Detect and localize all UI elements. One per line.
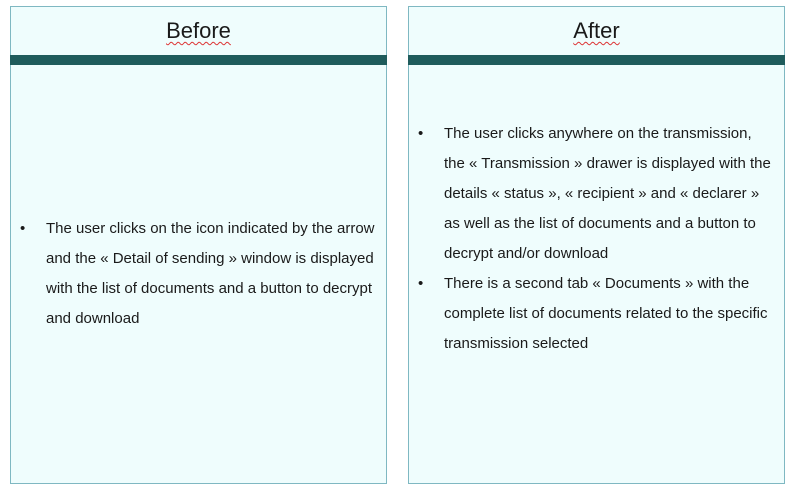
after-header-bar	[408, 55, 785, 65]
after-bullet-1: • The user clicks anywhere on the transmission, the « Transmission » drawer is displayed with the details « status », « recipient » and « declarer » as well as the list of documents and a button to decrypt and/or download	[409, 119, 776, 269]
before-panel	[10, 6, 387, 484]
before-title: Before	[166, 18, 231, 43]
after-bullet-2: • There is a second tab « Documents » with the complete list of documents related to the specific transmission selected	[409, 269, 776, 359]
before-header	[11, 7, 386, 55]
before-bullet-1: • The user clicks on the icon indicated by the arrow and the « Detail of sending » window is displayed with the list of documents and a button to decrypt and download	[11, 214, 378, 334]
after-panel	[408, 6, 785, 484]
after-bullet-list	[409, 119, 784, 359]
before-bullet-list	[11, 214, 386, 334]
after-header	[409, 7, 784, 55]
after-title: After	[573, 18, 620, 43]
before-body	[11, 65, 386, 483]
after-body	[409, 65, 784, 483]
before-header-bar	[10, 55, 387, 65]
